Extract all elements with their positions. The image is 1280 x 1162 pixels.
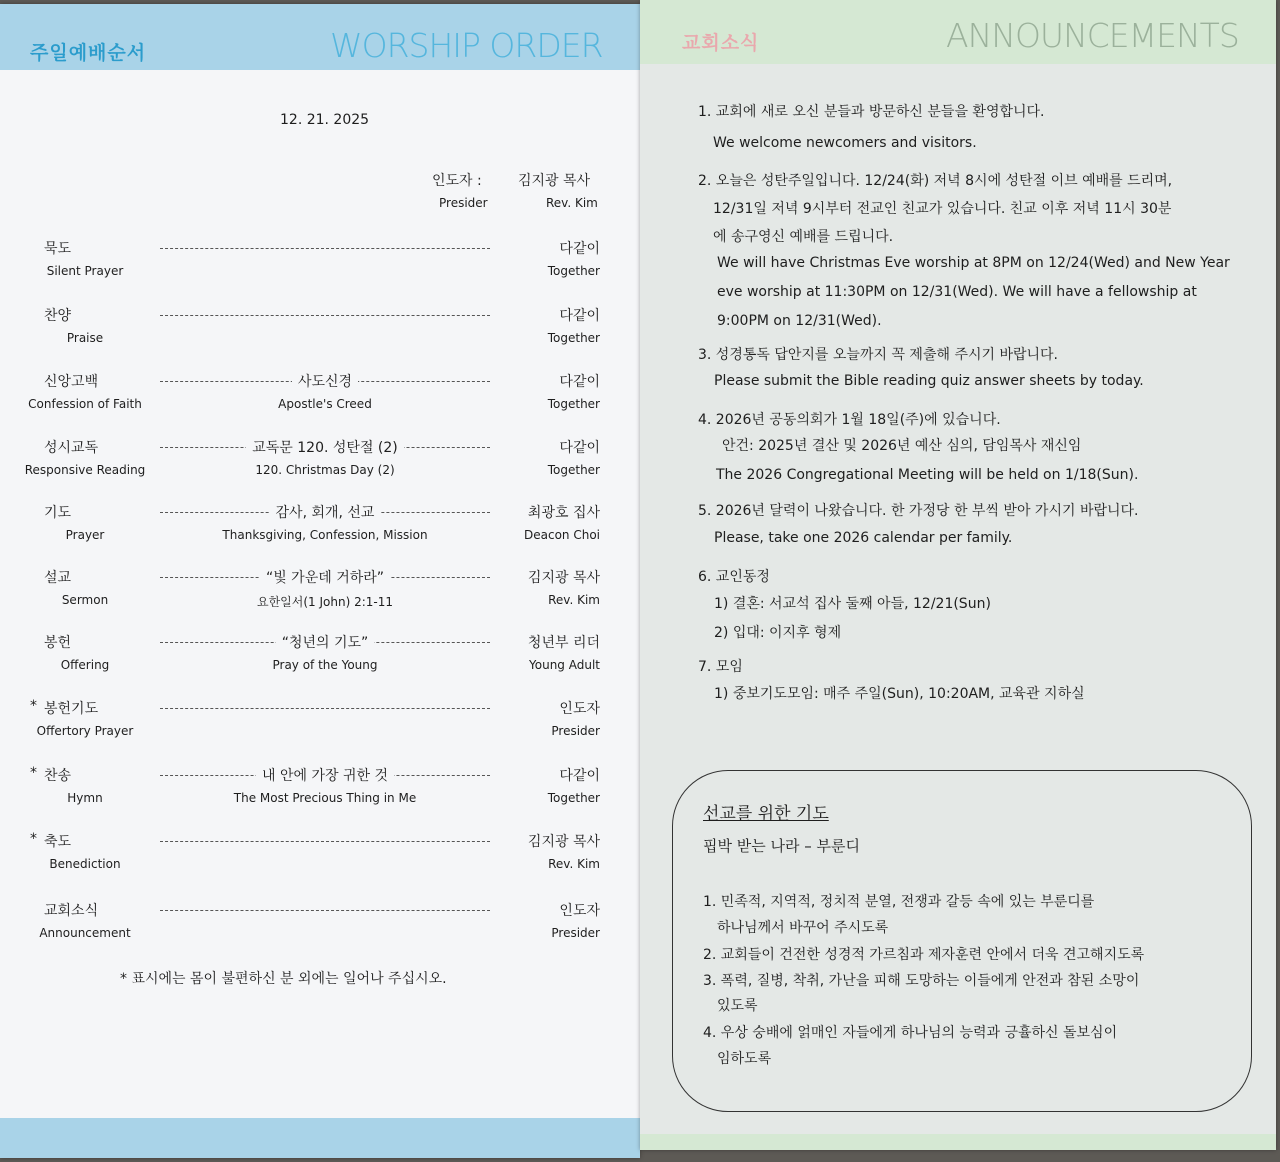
announcement-line: 2. 오늘은 성탄주일입니다. 12/24(화) 저녁 8시에 성탄절 이브 예배를 드리며, (698, 173, 1173, 189)
order-item-leader-english: Rev. Kim (548, 593, 600, 607)
order-item-leader-english: Presider (551, 926, 600, 940)
announcements-title-english: ANNOUNCEMENTS (946, 16, 1239, 55)
standing-footnote: * 표시에는 몸이 불편하신 분 외에는 일어나 주십시오. (120, 971, 447, 987)
order-item-label-english: Offering (60, 658, 110, 672)
footer-band (640, 1134, 1276, 1150)
announcement-line: Please submit the Bible reading quiz answer sheets by today. (714, 373, 1144, 389)
announcement-line: The 2026 Congregational Meeting will be held on 1/18(Sun). (716, 467, 1139, 483)
order-item-detail-korean: 내 안에 가장 귀한 것 (160, 765, 490, 785)
announcement-line: 12/31일 저녁 9시부터 전교인 친교가 있습니다. 친교 이후 저녁 11시 30분 (713, 201, 1172, 217)
order-item-detail-english: 요한일서(1 John) 2:1-11 (257, 595, 393, 609)
order-item-leader-korean: 김지광 목사 (527, 570, 600, 586)
order-item-detail-korean: 사도신경 (160, 371, 490, 391)
order-item (0, 567, 640, 621)
presider-role-korean: 인도자 : (432, 173, 482, 189)
order-item-label-english: Responsive Reading (24, 463, 146, 477)
prayer-line: 2. 교회들이 건전한 성경적 가르침과 제자훈련 안에서 더욱 견고해지도록 (703, 947, 1145, 963)
prayer-line: 4. 우상 숭배에 얽매인 자들에게 하나님의 능력과 긍휼하신 돌보심이 (703, 1025, 1118, 1041)
announcements-sheet (640, 0, 1276, 1150)
announcement-line: 안건: 2025년 결산 및 2026년 예산 심의, 담임목사 재신임 (722, 438, 1082, 454)
order-item (0, 437, 640, 491)
footer-band (0, 1118, 640, 1158)
announcement-line: We will have Christmas Eve worship at 8PM on 12/24(Wed) and New Year (717, 255, 1230, 271)
mission-prayer-subtitle: 핍박 받는 나라 – 부룬디 (703, 837, 860, 855)
order-item (0, 765, 640, 819)
order-item-leader-korean: 다같이 (559, 374, 600, 390)
announcement-line: 7. 모임 (698, 659, 743, 675)
service-date: 12. 21. 2025 (280, 112, 370, 128)
stand-marker: * (30, 831, 37, 847)
dotted-leader (160, 315, 490, 316)
announcement-line: 2) 입대: 이지후 형제 (714, 625, 842, 641)
presider-name-korean: 김지광 목사 (518, 173, 591, 189)
order-item-detail-korean: “청년의 기도” (160, 632, 490, 652)
prayer-line: 1. 민족적, 지역적, 정치적 분열, 전쟁과 갈등 속에 있는 부룬디를 (703, 894, 1095, 910)
mission-prayer-title: 선교를 위한 기도 (703, 804, 829, 824)
order-item-label-korean: 봉헌 (44, 635, 72, 651)
order-item-label-korean: 기도 (44, 505, 72, 521)
announcement-line: We welcome newcomers and visitors. (713, 135, 977, 151)
order-item-label-korean: 신앙고백 (44, 374, 99, 390)
order-item-leader-korean: 인도자 (559, 903, 600, 919)
order-item-leader-korean: 다같이 (559, 768, 600, 784)
order-item-label-korean: 봉헌기도 (44, 701, 99, 717)
announcement-line: 5. 2026년 달력이 나왔습니다. 한 가정당 한 부씩 받아 가시기 바랍니다. (698, 503, 1139, 519)
order-item-leader-english: Together (547, 791, 600, 805)
order-item-leader-korean: 인도자 (559, 701, 600, 717)
order-item (0, 502, 640, 556)
order-item-detail-english: Pray of the Young (272, 658, 378, 672)
order-item-label-korean: 찬송 (44, 768, 72, 784)
worship-order-sheet (0, 4, 640, 1158)
announcement-line: eve worship at 11:30PM on 12/31(Wed). We will have a fellowship at (717, 284, 1197, 300)
order-item-leader-english: Rev. Kim (548, 857, 600, 871)
order-item-leader-english: Presider (551, 724, 600, 738)
announcement-line: 3. 성경통독 답안지를 오늘까지 꼭 제출해 주시기 바랍니다. (698, 347, 1059, 363)
order-item-detail-korean: “빛 가운데 거하라” (160, 567, 490, 587)
announcements-title-korean: 교회소식 (682, 32, 760, 54)
prayer-line: 있도록 (717, 998, 758, 1014)
dotted-leader (160, 708, 490, 709)
dotted-leader (160, 910, 490, 911)
order-item-label-english: Silent Prayer (46, 264, 124, 278)
order-item-label-english: Praise (66, 331, 104, 345)
order-item-label-korean: 묵도 (44, 241, 72, 257)
dotted-leader (160, 841, 490, 842)
order-item (0, 900, 640, 954)
mission-prayer-box (672, 770, 1252, 1112)
announcement-line: Please, take one 2026 calendar per family. (714, 530, 1013, 546)
worship-order-title-english: WORSHIP ORDER (330, 26, 603, 65)
order-item-label-korean: 설교 (44, 570, 72, 586)
order-item-detail-english: 120. Christmas Day (2) (255, 463, 395, 477)
order-item-leader-korean: 다같이 (559, 440, 600, 456)
announcement-line: 1) 결혼: 서교석 집사 둘째 아들, 12/21(Sun) (714, 596, 991, 612)
order-item-leader-english: Together (547, 331, 600, 345)
order-item-detail-english: The Most Precious Thing in Me (233, 791, 417, 805)
order-item (0, 831, 640, 885)
order-item-label-english: Prayer (65, 528, 105, 542)
order-item (0, 305, 640, 359)
order-item-detail-english: Apostle's Creed (278, 397, 372, 411)
announcement-line: 에 송구영신 예배를 드립니다. (713, 229, 894, 245)
order-item-leader-korean: 다같이 (559, 241, 600, 257)
stand-marker: * (30, 765, 37, 781)
presider-name-english: Rev. Kim (546, 196, 598, 210)
order-item-label-english: Sermon (61, 593, 109, 607)
order-item-label-korean: 축도 (44, 834, 72, 850)
order-item-leader-korean: 김지광 목사 (527, 834, 600, 850)
announcement-line: 1) 중보기도모임: 매주 주일(Sun), 10:20AM, 교육관 지하실 (714, 686, 1085, 702)
order-item (0, 632, 640, 686)
prayer-line: 3. 폭력, 질병, 착취, 가난을 피해 도망하는 이들에게 안전과 참된 소망이 (703, 973, 1140, 989)
order-item-leader-korean: 청년부 리더 (527, 635, 600, 651)
order-item-detail-english: Thanksgiving, Confession, Mission (222, 528, 428, 542)
order-item-leader-korean: 다같이 (559, 308, 600, 324)
prayer-line: 임하도록 (717, 1051, 772, 1067)
order-item-label-korean: 성시교독 (44, 440, 99, 456)
announcement-line: 9:00PM on 12/31(Wed). (717, 313, 882, 329)
order-item-label-english: Announcement (39, 926, 131, 940)
order-item-leader-english: Together (547, 397, 600, 411)
order-item (0, 371, 640, 425)
prayer-line: 하나님께서 바꾸어 주시도록 (717, 920, 889, 936)
order-item-label-korean: 교회소식 (44, 903, 99, 919)
order-item-leader-english: Together (547, 463, 600, 477)
order-item-label-english: Benediction (49, 857, 121, 871)
dotted-leader (160, 248, 490, 249)
announcement-line: 6. 교인동정 (698, 569, 770, 585)
announcement-line: 1. 교회에 새로 오신 분들과 방문하신 분들을 환영합니다. (698, 104, 1045, 120)
order-item (0, 698, 640, 752)
worship-order-title-korean: 주일예배순서 (30, 42, 147, 64)
order-item-leader-english: Deacon Choi (524, 528, 600, 542)
order-item-label-english: Hymn (67, 791, 103, 805)
order-item-leader-korean: 최광호 집사 (527, 505, 600, 521)
order-item-leader-english: Young Adult (529, 658, 600, 672)
order-item-label-korean: 찬양 (44, 308, 72, 324)
stand-marker: * (30, 698, 37, 714)
presider-role-english: Presider (439, 196, 488, 210)
order-item-detail-korean: 교독문 120. 성탄절 (2) (160, 437, 490, 457)
order-item-detail-korean: 감사, 회개, 선교 (160, 502, 490, 522)
order-item-leader-english: Together (547, 264, 600, 278)
order-item-label-english: Confession of Faith (28, 397, 142, 411)
announcement-line: 4. 2026년 공동의회가 1월 18일(주)에 있습니다. (698, 412, 1001, 428)
order-item (0, 238, 640, 292)
order-item-label-english: Offertory Prayer (36, 724, 134, 738)
